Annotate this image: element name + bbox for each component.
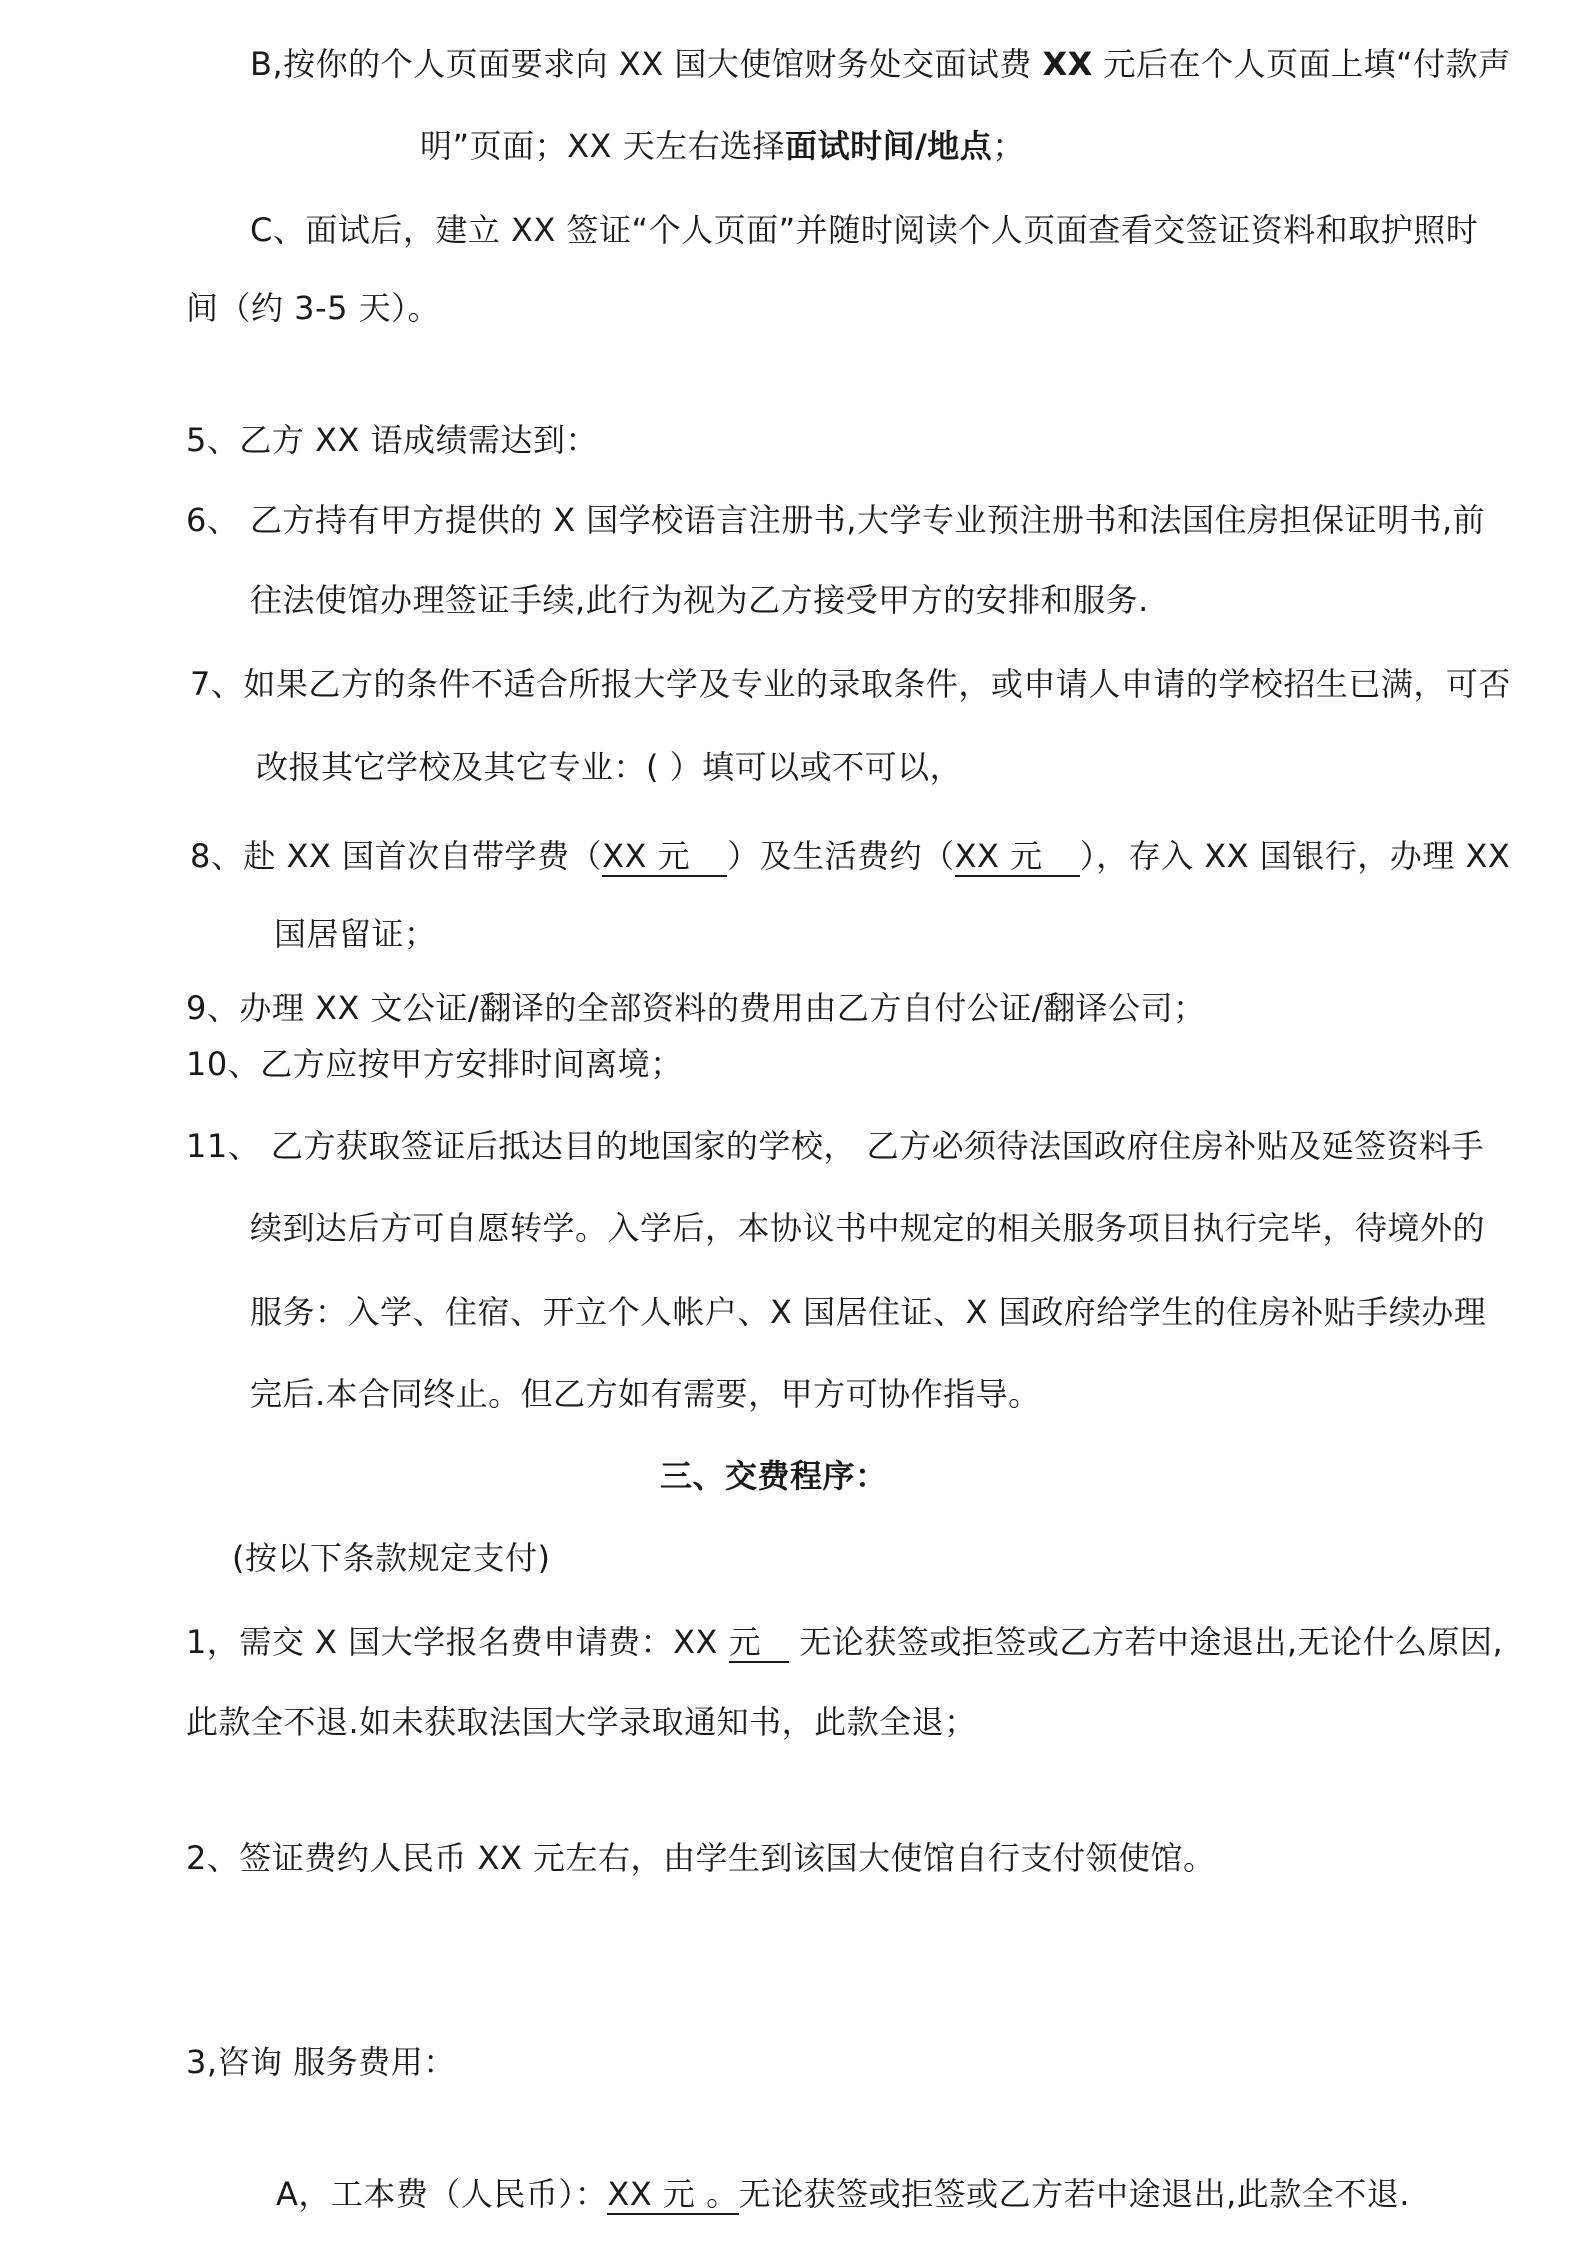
bold-amount: XX [1042,45,1093,83]
item-9: 9、办理 XX 文公证/翻译的全部资料的费用由乙方自付公证/翻译公司； [186,989,1206,1027]
item-11-line3: 服务：入学、住宿、开立个人帐户、X 国居住证、X 国政府给学生的住房补贴手续办理 [250,1293,1487,1331]
material-fee-blank: XX 元 。 [607,2175,739,2213]
item-7-line2: 改报其它学校及其它专业：( ）填可以或不可以， [256,748,963,786]
text-span: ），存入 XX 国银行，办理 XX [1079,837,1511,875]
paragraph-b-line2 [420,124,1025,168]
text-span: B,按你的个人页面要求向 XX 国大使馆财务处交面试费 [250,45,1043,83]
paragraph-c-line2: 间（约 3-5 天）。 [186,289,441,327]
item-8-line2: 国居留证； [274,915,437,953]
item-6-line2: 往法使馆办理签证手续,此行为视为乙方接受甲方的安排和服务. [250,581,1149,619]
text-span: ）及生活费约（ [727,837,955,875]
payment-2: 2、签证费约人民币 XX 元左右，由学生到该国大使馆自行支付领使馆。 [186,1839,1216,1877]
item-11-line4: 完后.本合同终止。但乙方如有需要，甲方可协作指导。 [250,1375,1041,1413]
text-span: 元后在个人页面上填“付款声 [1092,45,1511,83]
section-3-note: (按以下条款规定支付) [232,1539,551,1577]
item-8-line1 [190,834,1510,878]
item-11-line2: 续到达后方可自愿转学。入学后，本协议书中规定的相关服务项目执行完毕，待境外的 [250,1209,1486,1247]
item-5: 5、乙方 XX 语成绩需达到： [186,421,599,459]
text-span: 8、赴 XX 国首次自带学费（ [190,837,603,875]
tuition-blank: XX 元 [602,837,727,877]
payment-a [276,2172,1410,2216]
item-7-line1: 7、如果乙方的条件不适合所报大学及专业的录取条件，或申请人申请的学校招生已满，可否 [190,665,1511,703]
text-span: ； [992,127,1025,165]
payment-1-line1 [186,1620,1503,1664]
text-span: 无论获签或拒签或乙方若中途退出,此款全不退. [738,2175,1410,2213]
paragraph-c-line1: C、面试后，建立 XX 签证“个人页面”并随时阅读个人页面查看交签证资料和取护照时 [250,211,1479,249]
item-10: 10、乙方应按甲方安排时间离境； [186,1045,683,1083]
text-span: 明”页面；XX 天左右选择 [420,127,786,165]
living-cost-blank: XX 元 [955,837,1080,877]
payment-3: 3,咨询 服务费用： [186,2043,456,2081]
paragraph-b-line1 [250,42,1511,86]
item-6-line1: 6、 乙方持有甲方提供的 X 国学校语言注册书,大学专业预注册书和法国住房担保证明书,前 [186,501,1486,539]
item-11-line1: 11、 乙方获取签证后抵达目的地国家的学校， 乙方必须待法国政府住房补贴及延签资料手 [186,1127,1485,1165]
text-span: 1，需交 X 国大学报名费申请费：XX [186,1623,729,1661]
application-fee-blank: 元 [729,1623,789,1663]
text-span: A，工本费（人民币）： [276,2175,608,2213]
text-span: 无论获签或拒签或乙方若中途退出,无论什么原因, [788,1623,1504,1661]
payment-1-line2: 此款全不退.如未获取法国大学录取通知书，此款全退； [186,1703,977,1741]
section-3-title: 三、交费程序： [660,1457,888,1495]
bold-interview-time: 面试时间/地点 [785,127,993,165]
